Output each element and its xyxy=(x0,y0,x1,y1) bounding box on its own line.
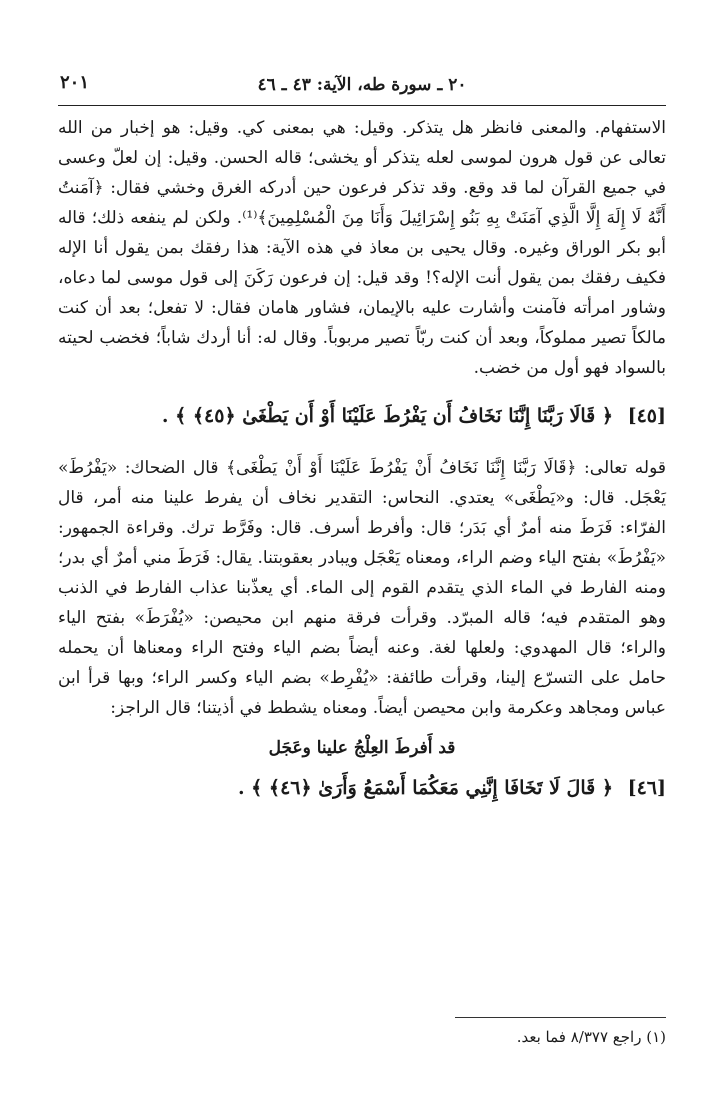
page-number: ٢٠١ xyxy=(60,72,90,93)
verse-45-number: [٤٥] xyxy=(627,405,666,427)
verse-45-heading xyxy=(58,401,666,431)
header-divider xyxy=(58,105,666,106)
commentary-paragraph-2: قوله تعالى: ﴿قَالَا رَبَّنَا إِنَّنَا نَخَافُ أَنْ يَفْرُطَ عَلَيْنَا أَوْ أَنْ يَطْغَى﴾ قال الضحاك: «يَفْرُطَ» يَعْجَل. قال: و«يَطْغَى» يعتدي. النحاس: التقدير نخاف أن يفرط علينا منه أمر، قال الفرّاء: فَرَطَ منه أمرٌ أي بَدَر؛ قال: وأفرط أسرف. قال: وفَرَّط ترك. وقراءة الجمهور: «يَفْرُطَ» بفتح الياء وضم الراء، ومعناه يَعْجَل ويبادر بعقوبتنا. يقال: فَرَطَ مني أمرٌ أي بدر؛ ومنه الفارط في الماء الذي يتقدم القوم إلى الماء. أي يعذّبنا عذاب الفارط في الذنب وهو المتقدم فيه؛ قاله المبرّد. وقرأت فرقة منهم ابن محيصن: «يُفْرَطَ» بفتح الياء والراء؛ قال المهدوي: ولعلها لغة. وعنه أيضاً بضم الياء وفتح الراء ومعناها أن يحمله حامل على التسرّع إلينا، وقرأت طائفة: «يُفْرِط» بضم الياء وكسر الراء؛ وبها قرأ ابن عباس ومجاهد وعكرمة وابن محيصن أيضاً. ومعناه يشطط في أذيتنا؛ قال الراجز: xyxy=(58,458,667,718)
footnote: (١) راجع ٨/٣٧٧ فما بعد. xyxy=(516,1028,666,1046)
page-body xyxy=(58,113,666,803)
verse-46-number: [٤٦] xyxy=(627,777,666,799)
verse-46-text: ﴿ قَالَ لَا تَخَافَا إِنَّنِي مَعَكُمَا أَسْمَعُ وَأَرَىٰ ﴿٤٦﴾ ﴾ . xyxy=(237,777,613,799)
footnote-divider xyxy=(455,1017,666,1018)
verse-46-heading xyxy=(58,773,666,803)
poetry-line: قد أَفرطَ العِلْجُ علينا وعَجَل xyxy=(268,738,456,758)
page-header xyxy=(58,70,666,100)
commentary-paragraph-1: الاستفهام. والمعنى فانظر هل يتذكر. وقيل: هي بمعنى كي. وقيل: هو إخبار من الله تعالى عن قول هرون لموسى لعله يتذكر أو يخشى؛ قاله الحسن. وقيل: إن لعلّ وعسى في جميع القرآن لما قد وقع. وقد تذكر فرعون حين أدركه الغرق وخشي فقال: ﴿آمَنتُ أَنَّهُ لَا إِلَهَ إِلَّا الَّذِي آمَنَتْ بِهِ بَنُو إِسْرَائِيلَ وَأَنَا مِنَ الْمُسْلِمِينَ﴾⁽¹⁾. ولكن لم ينفعه ذلك؛ قاله أبو بكر الوراق وغيره. وقال يحيى بن معاذ في هذه الآية: هذا رفقك بمن يقول أنا الإله فكيف رفقك بمن يقول أنت الإله؟! وقد قيل: إن فرعون رَكَنَ إلى قول موسى لما دعاه، وشاور امرأته فآمنت وأشارت عليه بالإيمان، فشاور هامان فقال: لا تفعل؛ بعد أن كنت مالكاً تصير مملوكاً، وبعد أن كنت ربّاً تصير مربوباً. وقال له: أنا أردك شاباً؛ فخضب لحيته بالسواد فهو أول من خضب. xyxy=(58,118,667,378)
verse-45-text: ﴿ قَالَا رَبَّنَا إِنَّنَا نَخَافُ أَن يَفْرُطَ عَلَيْنَا أَوْ أَن يَطْغَىٰ ﴿٤٥﴾ ﴾ . xyxy=(161,405,613,427)
running-title: ٢٠ ـ سورة طه، الآية: ٤٣ ـ ٤٦ xyxy=(257,75,467,95)
